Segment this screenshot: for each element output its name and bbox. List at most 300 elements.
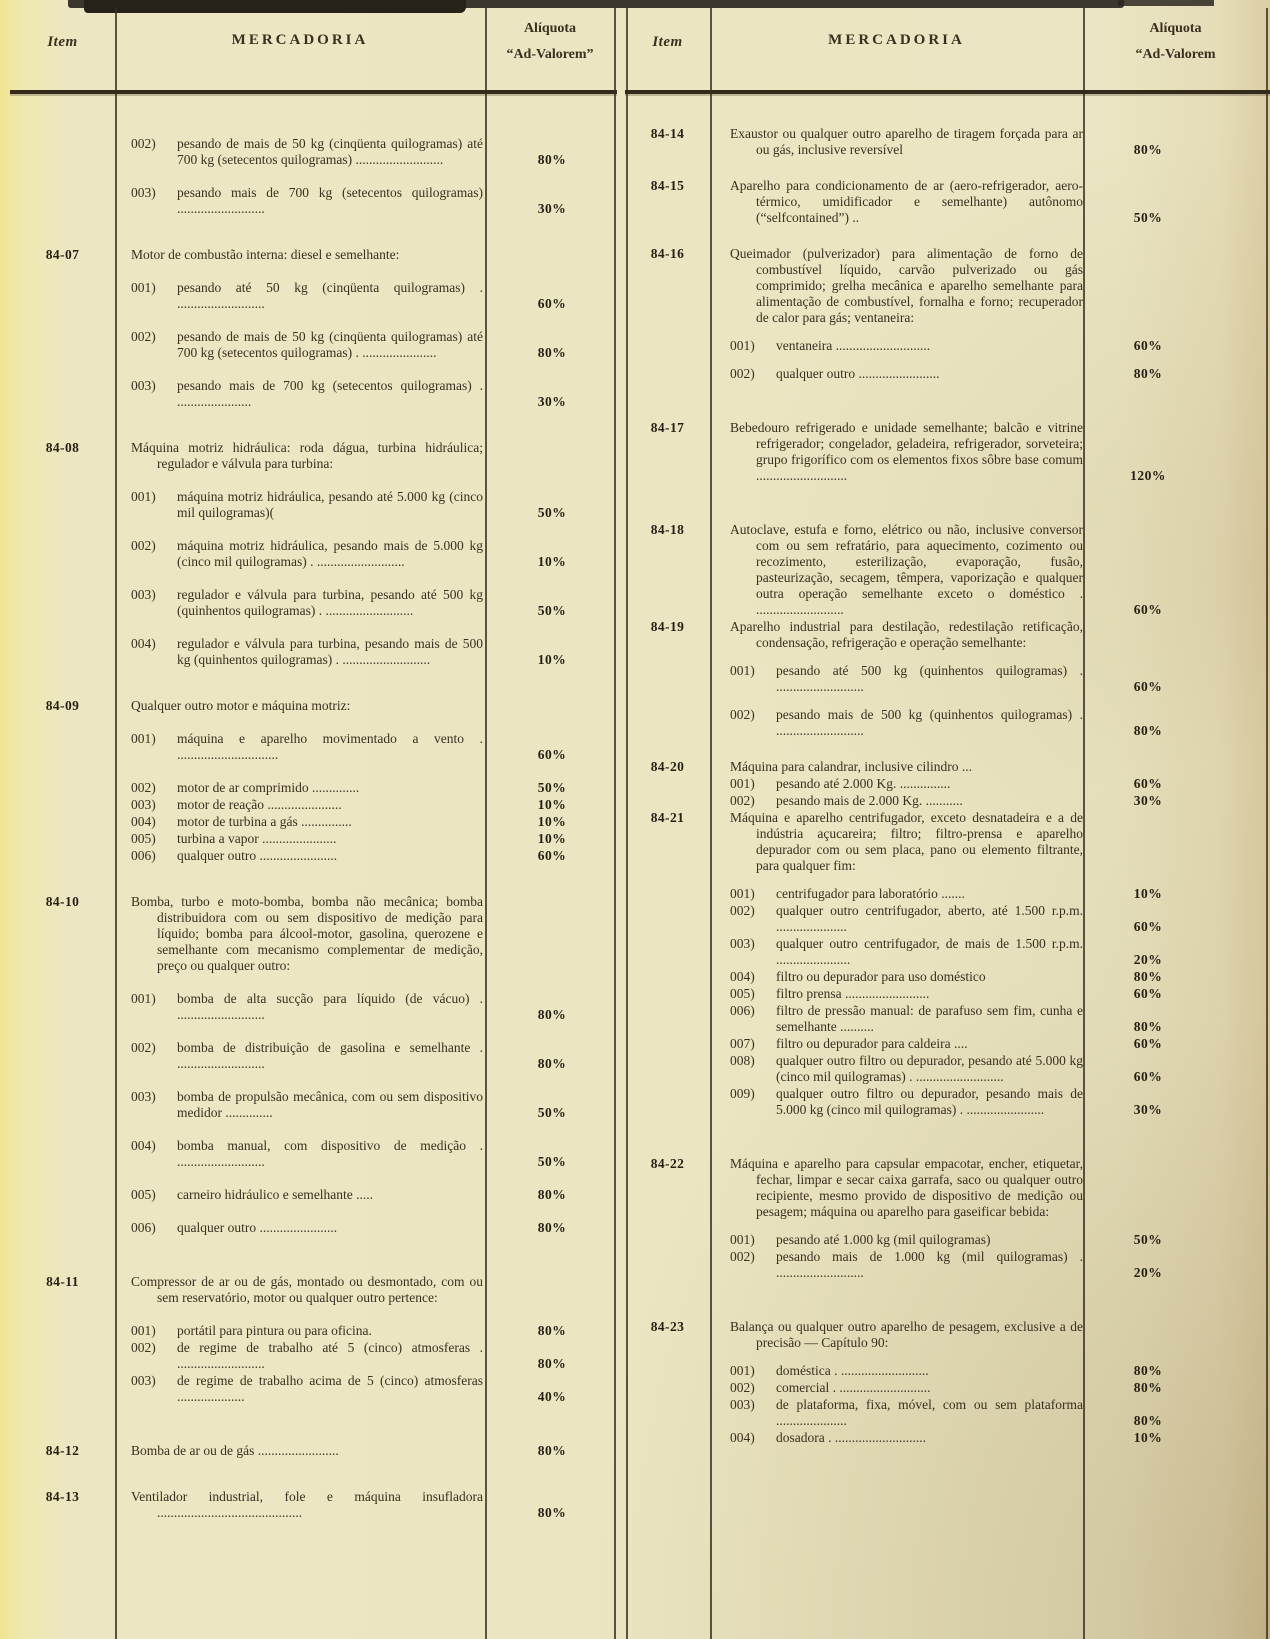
ad-valorem-rate: 80% — [1133, 366, 1163, 381]
mercadoria-cell — [115, 1489, 487, 1521]
subitem-number: 003) — [131, 1373, 156, 1388]
tariff-subrow — [10, 1373, 617, 1405]
ad-valorem-rate — [487, 698, 617, 714]
ad-valorem-rate: 80% — [1133, 969, 1163, 984]
mercadoria-cell — [710, 126, 1087, 158]
item-code — [625, 707, 710, 739]
item-code: 84-12 — [45, 1443, 80, 1458]
ad-valorem-rate: 60% — [1133, 1069, 1163, 1084]
subitem — [730, 1086, 1083, 1118]
subitem-text: de regime de trabalho até 5 (cinco) atmosferas . .......................... — [177, 1340, 483, 1371]
item-code — [625, 1397, 710, 1429]
mercadoria-cell — [115, 587, 487, 619]
ad-valorem-rate: 60% — [537, 747, 567, 762]
ad-valorem-rate: 50% — [537, 505, 567, 520]
subitem-number: 003) — [131, 185, 156, 200]
item-code: 84-10 — [45, 894, 80, 909]
ad-valorem-rate — [1087, 759, 1209, 775]
subitem — [131, 136, 483, 168]
subitem-number: 001) — [131, 489, 156, 504]
mercadoria-text: Aparelho industrial para destilação, redestilação retificação, condensação, refrigeração e operação semelhante: — [730, 619, 1083, 650]
mercadoria-cell — [115, 1089, 487, 1121]
item-code — [625, 1249, 710, 1281]
subitem-number: 004) — [131, 814, 156, 829]
tariff-subrow — [10, 1187, 617, 1203]
item-code — [10, 1187, 115, 1203]
subitem — [730, 366, 1083, 382]
subitem — [730, 1363, 1083, 1379]
subitem — [131, 185, 483, 217]
tariff-row — [625, 619, 1270, 651]
mercadoria-cell — [710, 810, 1087, 874]
ad-valorem-rate: 10% — [537, 652, 567, 667]
subitem — [730, 776, 1083, 792]
subitem-number: 001) — [730, 338, 755, 353]
tariff-subrow — [625, 1036, 1270, 1052]
subitem — [730, 1430, 1083, 1446]
ad-valorem-rate: 80% — [1133, 1363, 1163, 1378]
mercadoria-cell — [115, 731, 487, 763]
item-code — [10, 1089, 115, 1121]
subitem-number: 003) — [131, 797, 156, 812]
subitem-number: 001) — [131, 731, 156, 746]
subitem-text: filtro ou depurador para caldeira .... — [776, 1036, 968, 1051]
subitem — [730, 903, 1083, 935]
subitem-number: 002) — [730, 707, 755, 722]
mercadoria-cell — [115, 1040, 487, 1072]
subitem-text: qualquer outro centrifugador, aberto, até 1.500 r.p.m. ..................... — [776, 903, 1083, 934]
item-code — [625, 1086, 710, 1118]
mercadoria-cell — [710, 1249, 1087, 1281]
subitem-text: filtro de pressão manual: de parafuso sem fim, cunha e semelhante .......... — [776, 1003, 1083, 1034]
subitem — [131, 1138, 483, 1170]
subitem-text: pesando até 2.000 Kg. ............... — [776, 776, 951, 791]
item-code — [10, 848, 115, 864]
item-code: 84-16 — [650, 246, 685, 261]
item-code — [625, 1036, 710, 1052]
subitem-number: 001) — [131, 280, 156, 295]
subitem — [730, 663, 1083, 695]
subitem — [730, 1380, 1083, 1396]
subitem-text: de plataforma, fixa, móvel, com ou sem plataforma ..................... — [776, 1397, 1083, 1428]
ad-valorem-rate: 60% — [537, 848, 567, 863]
item-code — [10, 1373, 115, 1405]
tariff-subrow — [625, 1363, 1270, 1379]
tariff-subrow — [625, 707, 1270, 739]
mercadoria-cell — [115, 1323, 487, 1339]
ad-valorem-rate: 30% — [1133, 793, 1163, 808]
header-item: Item — [47, 34, 78, 50]
tariff-subrow — [10, 489, 617, 521]
ad-valorem-rate: 50% — [537, 1105, 567, 1120]
ad-valorem-rate: 80% — [1133, 723, 1163, 738]
mercadoria-cell — [115, 1274, 487, 1306]
subitem-text: pesando mais de 700 kg (setecentos quilogramas) .......................... — [177, 185, 483, 216]
header-item: Item — [652, 34, 683, 50]
header-aliquota-line1: Alíquota — [1149, 21, 1202, 36]
subitem — [131, 1187, 483, 1203]
tariff-row — [625, 1156, 1270, 1220]
mercadoria-cell — [115, 378, 487, 410]
mercadoria-cell — [115, 1220, 487, 1236]
ad-valorem-rate: 10% — [537, 797, 567, 812]
subitem-number: 001) — [730, 1232, 755, 1247]
mercadoria-cell — [115, 136, 487, 168]
mercadoria-cell — [710, 1053, 1087, 1085]
item-code — [10, 1340, 115, 1372]
item-code: 84-21 — [650, 810, 685, 825]
mercadoria-cell — [710, 969, 1087, 985]
item-code — [10, 814, 115, 830]
item-code — [625, 986, 710, 1002]
item-code — [10, 1040, 115, 1072]
item-code — [625, 663, 710, 695]
tariff-subrow — [625, 903, 1270, 935]
item-code: 84-07 — [45, 247, 80, 262]
tariff-subrow — [10, 329, 617, 361]
tariff-subrow — [10, 587, 617, 619]
mercadoria-text: Máquina para calandrar, inclusive cilindro ... — [730, 759, 972, 774]
tariff-subrow — [10, 797, 617, 813]
item-code — [10, 538, 115, 570]
tariff-subrow — [625, 969, 1270, 985]
mercadoria-text: Bomba, turbo e moto-bomba, bomba não mecânica; bomba distribuidora com ou sem dispositivo de medição para líquido; bomba para álcool-motor, gasolina, querozene e semelhante com mecanismo complementar de medição, preço ou qualquer outro: — [131, 894, 483, 973]
tariff-subrow — [625, 1086, 1270, 1118]
subitem-number: 002) — [131, 538, 156, 553]
ad-valorem-rate: 80% — [1133, 1380, 1163, 1395]
subitem — [131, 587, 483, 619]
tariff-subrow — [625, 936, 1270, 968]
subitem — [131, 280, 483, 312]
tariff-subrow — [625, 793, 1270, 809]
tariff-row — [10, 1274, 617, 1306]
subitem-text: qualquer outro filtro ou depurador, pesando mais de 5.000 kg (cinco mil quilogramas) . ....................... — [776, 1086, 1083, 1117]
ad-valorem-rate: 60% — [1133, 776, 1163, 791]
item-code — [625, 338, 710, 354]
subitem-text: bomba de alta sucção para líquido (de vácuo) . .......................... — [177, 991, 483, 1022]
ad-valorem-rate: 20% — [1133, 1265, 1163, 1280]
header-aliquota-line2: “Ad-Valorem — [1135, 47, 1216, 62]
mercadoria-cell — [115, 1443, 487, 1459]
item-code: 84-13 — [45, 1489, 80, 1504]
mercadoria-cell — [710, 936, 1087, 968]
tariff-subrow — [625, 366, 1270, 382]
table-body — [625, 94, 1270, 1639]
mercadoria-text: Exaustor ou qualquer outro aparelho de tiragem forçada para ar ou gás, inclusive reversível — [730, 126, 1083, 157]
item-code — [625, 1053, 710, 1085]
item-code — [625, 776, 710, 792]
mercadoria-text: Bebedouro refrigerado e unidade semelhante; balcão e vitrine refrigerador; congelador, geladeira, refrigerador, sorveteira; grupo frigorífico com os elementos fixos sôbre base comum ........................... — [730, 420, 1083, 483]
subitem — [131, 1089, 483, 1121]
tariff-subrow — [10, 731, 617, 763]
mercadoria-cell — [710, 1156, 1087, 1220]
item-code — [625, 793, 710, 809]
tariff-row — [10, 440, 617, 472]
tariff-subrow — [625, 1249, 1270, 1281]
mercadoria-text: Autoclave, estufa e forno, elétrico ou não, inclusive conversor com ou sem refratário, para aquecimento, cozimento ou recozimento, esterilização, evaporação, fusão, pasteurização, secagem, têmpera, vaporização e qualquer outra operação semelhante exceto o doméstico . .......................... — [730, 522, 1083, 617]
tariff-subrow — [10, 1138, 617, 1170]
subitem-text: pesando até 500 kg (quinhentos quilogramas) . .......................... — [776, 663, 1083, 694]
item-code — [625, 936, 710, 968]
subitem — [730, 886, 1083, 902]
mercadoria-cell — [710, 986, 1087, 1002]
tariff-subrow — [10, 136, 617, 168]
subitem-number: 002) — [730, 1249, 755, 1264]
subitem-text: qualquer outro ....................... — [177, 848, 338, 863]
subitem-text: motor de ar comprimido .............. — [177, 780, 360, 795]
mercadoria-cell — [115, 1138, 487, 1170]
subitem-text: pesando de mais de 50 kg (cinqüenta quilogramas) até 700 kg (setecentos quilogramas) . ...................... — [177, 329, 483, 360]
item-code — [10, 731, 115, 763]
mercadoria-cell — [710, 663, 1087, 695]
subitem — [131, 831, 483, 847]
subitem-text: motor de turbina a gás ............... — [177, 814, 352, 829]
subitem-number: 003) — [730, 936, 755, 951]
item-code — [10, 797, 115, 813]
subitem-number: 007) — [730, 1036, 755, 1051]
item-code — [625, 903, 710, 935]
ad-valorem-rate — [1087, 619, 1209, 651]
ad-valorem-rate: 60% — [1133, 679, 1163, 694]
subitem — [131, 1040, 483, 1072]
ad-valorem-rate: 60% — [1133, 986, 1163, 1001]
table-header — [625, 8, 1270, 90]
subitem-text: ventaneira ............................ — [776, 338, 931, 353]
mercadoria-cell — [710, 338, 1087, 354]
subitem-number: 001) — [131, 991, 156, 1006]
subitem — [131, 780, 483, 796]
tariff-subrow — [10, 1220, 617, 1236]
mercadoria-cell — [115, 848, 487, 864]
ad-valorem-rate: 10% — [537, 554, 567, 569]
ad-valorem-rate: 50% — [1133, 1232, 1163, 1247]
subitem — [131, 489, 483, 521]
mercadoria-text: Bomba de ar ou de gás ........................ — [131, 1443, 339, 1458]
subitem-number: 002) — [131, 136, 156, 151]
item-code: 84-08 — [45, 440, 80, 455]
subitem-number: 004) — [730, 969, 755, 984]
ad-valorem-rate: 80% — [537, 1356, 567, 1371]
subitem-number: 002) — [730, 903, 755, 918]
tariff-subrow — [10, 538, 617, 570]
mercadoria-cell — [710, 1232, 1087, 1248]
tariff-table-left — [10, 8, 617, 1639]
ad-valorem-rate — [1087, 810, 1209, 874]
ad-valorem-rate: 60% — [1133, 338, 1163, 353]
subitem-text: pesando de mais de 50 kg (cinqüenta quilogramas) até 700 kg (setecentos quilogramas) .......................... — [177, 136, 483, 167]
item-code — [10, 587, 115, 619]
tariff-row — [625, 1319, 1270, 1351]
subitem-number: 005) — [131, 831, 156, 846]
subitem-number: 002) — [730, 366, 755, 381]
mercadoria-cell — [710, 420, 1087, 484]
mercadoria-cell — [710, 776, 1087, 792]
mercadoria-cell — [710, 1363, 1087, 1379]
ad-valorem-rate: 50% — [537, 603, 567, 618]
subitem-number: 002) — [730, 1380, 755, 1395]
ad-valorem-rate — [487, 1274, 617, 1306]
ad-valorem-rate: 60% — [1133, 919, 1163, 934]
item-code: 84-17 — [650, 420, 685, 435]
mercadoria-text: Motor de combustão interna: diesel e semelhante: — [131, 247, 400, 262]
mercadoria-cell — [115, 1340, 487, 1372]
ad-valorem-rate — [487, 440, 617, 472]
tariff-row — [625, 420, 1270, 484]
tariff-row — [10, 1489, 617, 1521]
subitem-text: centrifugador para laboratório ....... — [776, 886, 965, 901]
mercadoria-cell — [115, 991, 487, 1023]
tariff-subrow — [625, 1053, 1270, 1085]
subitem-number: 001) — [730, 1363, 755, 1378]
table-body — [10, 94, 617, 1639]
item-code — [625, 1430, 710, 1446]
item-code — [10, 329, 115, 361]
subitem-number: 005) — [131, 1187, 156, 1202]
item-code: 84-19 — [650, 619, 685, 634]
subitem-text: qualquer outro ....................... — [177, 1220, 338, 1235]
mercadoria-cell — [115, 831, 487, 847]
item-code: 84-14 — [650, 126, 685, 141]
subitem — [730, 1249, 1083, 1281]
subitem-number: 005) — [730, 986, 755, 1001]
subitem-number: 004) — [730, 1430, 755, 1445]
subitem-number: 004) — [131, 636, 156, 651]
mercadoria-cell — [115, 329, 487, 361]
subitem — [730, 1232, 1083, 1248]
subitem-text: bomba de propulsão mecânica, com ou sem dispositivo medidor .............. — [177, 1089, 483, 1120]
ad-valorem-rate: 30% — [537, 394, 567, 409]
mercadoria-cell — [115, 698, 487, 714]
subitem-number: 002) — [131, 780, 156, 795]
subitem-number: 003) — [131, 1089, 156, 1104]
item-code — [625, 969, 710, 985]
mercadoria-cell — [710, 1319, 1087, 1351]
subitem — [730, 986, 1083, 1002]
ad-valorem-rate: 50% — [537, 780, 567, 795]
subitem — [131, 538, 483, 570]
ad-valorem-rate: 60% — [1133, 602, 1163, 617]
subitem-text: regulador e válvula para turbina, pesando até 500 kg (quinhentos quilogramas) . .......................... — [177, 587, 483, 618]
tariff-subrow — [10, 814, 617, 830]
item-code — [10, 136, 115, 168]
subitem — [131, 329, 483, 361]
subitem — [730, 969, 1083, 985]
mercadoria-cell — [710, 759, 1087, 775]
mercadoria-cell — [710, 707, 1087, 739]
tariff-row — [625, 522, 1270, 618]
ad-valorem-rate: 80% — [537, 152, 567, 167]
tariff-subrow — [10, 991, 617, 1023]
subitem-number: 002) — [730, 793, 755, 808]
subitem — [131, 991, 483, 1023]
ad-valorem-rate: 80% — [1133, 1019, 1163, 1034]
subitem — [131, 814, 483, 830]
ad-valorem-rate: 60% — [537, 296, 567, 311]
subitem — [131, 1220, 483, 1236]
mercadoria-cell — [710, 886, 1087, 902]
item-code: 84-18 — [650, 522, 685, 537]
tariff-subrow — [625, 338, 1270, 354]
mercadoria-cell — [115, 489, 487, 521]
subitem-text: de regime de trabalho acima de 5 (cinco) atmosferas .................... — [177, 1373, 483, 1404]
tariff-row — [625, 810, 1270, 874]
item-code — [625, 886, 710, 902]
subitem — [730, 1053, 1083, 1085]
mercadoria-cell — [710, 1380, 1087, 1396]
header-mercadoria: MERCADORIA — [231, 32, 369, 48]
subitem-number: 001) — [730, 776, 755, 791]
ad-valorem-rate — [1087, 1156, 1209, 1220]
tariff-subrow — [10, 848, 617, 864]
item-code — [10, 991, 115, 1023]
tariff-subrow — [10, 1040, 617, 1072]
subitem-text: doméstica . .......................... — [776, 1363, 929, 1378]
subitem-text: carneiro hidráulico e semelhante ..... — [177, 1187, 374, 1202]
item-code — [10, 780, 115, 796]
tariff-subrow — [10, 831, 617, 847]
subitem-number: 006) — [730, 1003, 755, 1018]
tariff-subrow — [10, 636, 617, 668]
mercadoria-cell — [710, 1036, 1087, 1052]
scan-edge-artifact — [1118, 0, 1214, 6]
mercadoria-cell — [115, 894, 487, 974]
tariff-subrow — [10, 378, 617, 410]
subitem — [131, 378, 483, 410]
subitem — [131, 1373, 483, 1405]
mercadoria-cell — [710, 246, 1087, 326]
mercadoria-cell — [710, 1430, 1087, 1446]
subitem-text: turbina a vapor ...................... — [177, 831, 337, 846]
ad-valorem-rate: 10% — [1133, 1430, 1163, 1445]
subitem-text: pesando até 50 kg (cinqüenta quilogramas) . .......................... — [177, 280, 483, 311]
mercadoria-cell — [115, 780, 487, 796]
item-code — [625, 1232, 710, 1248]
header-aliquota — [1083, 16, 1268, 68]
subitem — [131, 848, 483, 864]
mercadoria-text: Queimador (pulverizador) para alimentação de forno de combustível líquido, carvão pulverizado ou gás comprimido; grelha mecânica e aparelho semelhante para alimentação de combustível, fornalha e forno; recuperador de calor para gás; ventaneira: — [730, 246, 1083, 325]
subitem-text: máquina motriz hidráulica, pesando mais de 5.000 kg (cinco mil quilogramas) . .......................... — [177, 538, 483, 569]
item-code — [10, 185, 115, 217]
subitem-number: 003) — [131, 587, 156, 602]
subitem-text: comercial . ........................... — [776, 1380, 931, 1395]
subitem-text: qualquer outro centrifugador, de mais de 1.500 r.p.m. ...................... — [776, 936, 1083, 967]
mercadoria-text: Máquina e aparelho centrifugador, exceto desnatadeira e a de indústria açucareira; filtro; filtro-prensa e aparelho depurador com ou sem placa, pano ou elemento filtrante, para qualquer fim: — [730, 810, 1083, 873]
item-code: 84-22 — [650, 1156, 685, 1171]
mercadoria-text: Máquina e aparelho para capsular empacotar, encher, etiquetar, fechar, limpar e secar caixa garrafa, saco ou qualquer outro recipiente, mesmo provido de dispositivo de medição ou pesagem; máquina ou aparelho para gaseificar bebida: — [730, 1156, 1083, 1219]
mercadoria-cell — [115, 1187, 487, 1203]
ad-valorem-rate: 80% — [537, 1220, 567, 1235]
item-code — [10, 1323, 115, 1339]
subitem — [730, 338, 1083, 354]
subitem-number: 008) — [730, 1053, 755, 1068]
subitem-text: qualquer outro ........................ — [776, 366, 940, 381]
subitem-number: 001) — [730, 663, 755, 678]
item-code — [10, 1138, 115, 1170]
mercadoria-text: Qualquer outro motor e máquina motriz: — [131, 698, 351, 713]
ad-valorem-rate: 10% — [1133, 886, 1163, 901]
mercadoria-cell — [115, 185, 487, 217]
mercadoria-cell — [710, 903, 1087, 935]
subitem — [131, 1323, 483, 1339]
subitem-text: portátil para pintura ou para oficina. — [177, 1323, 372, 1338]
table-header — [10, 8, 617, 90]
item-code — [625, 1003, 710, 1035]
ad-valorem-rate: 80% — [537, 1323, 567, 1338]
item-code — [10, 831, 115, 847]
mercadoria-cell — [115, 814, 487, 830]
mercadoria-text: Aparelho para condicionamento de ar (aero-refrigerador, aero-térmico, umidificador e semelhante) autônomo (“selfcontained”) .. — [730, 178, 1083, 225]
subitem — [730, 1036, 1083, 1052]
